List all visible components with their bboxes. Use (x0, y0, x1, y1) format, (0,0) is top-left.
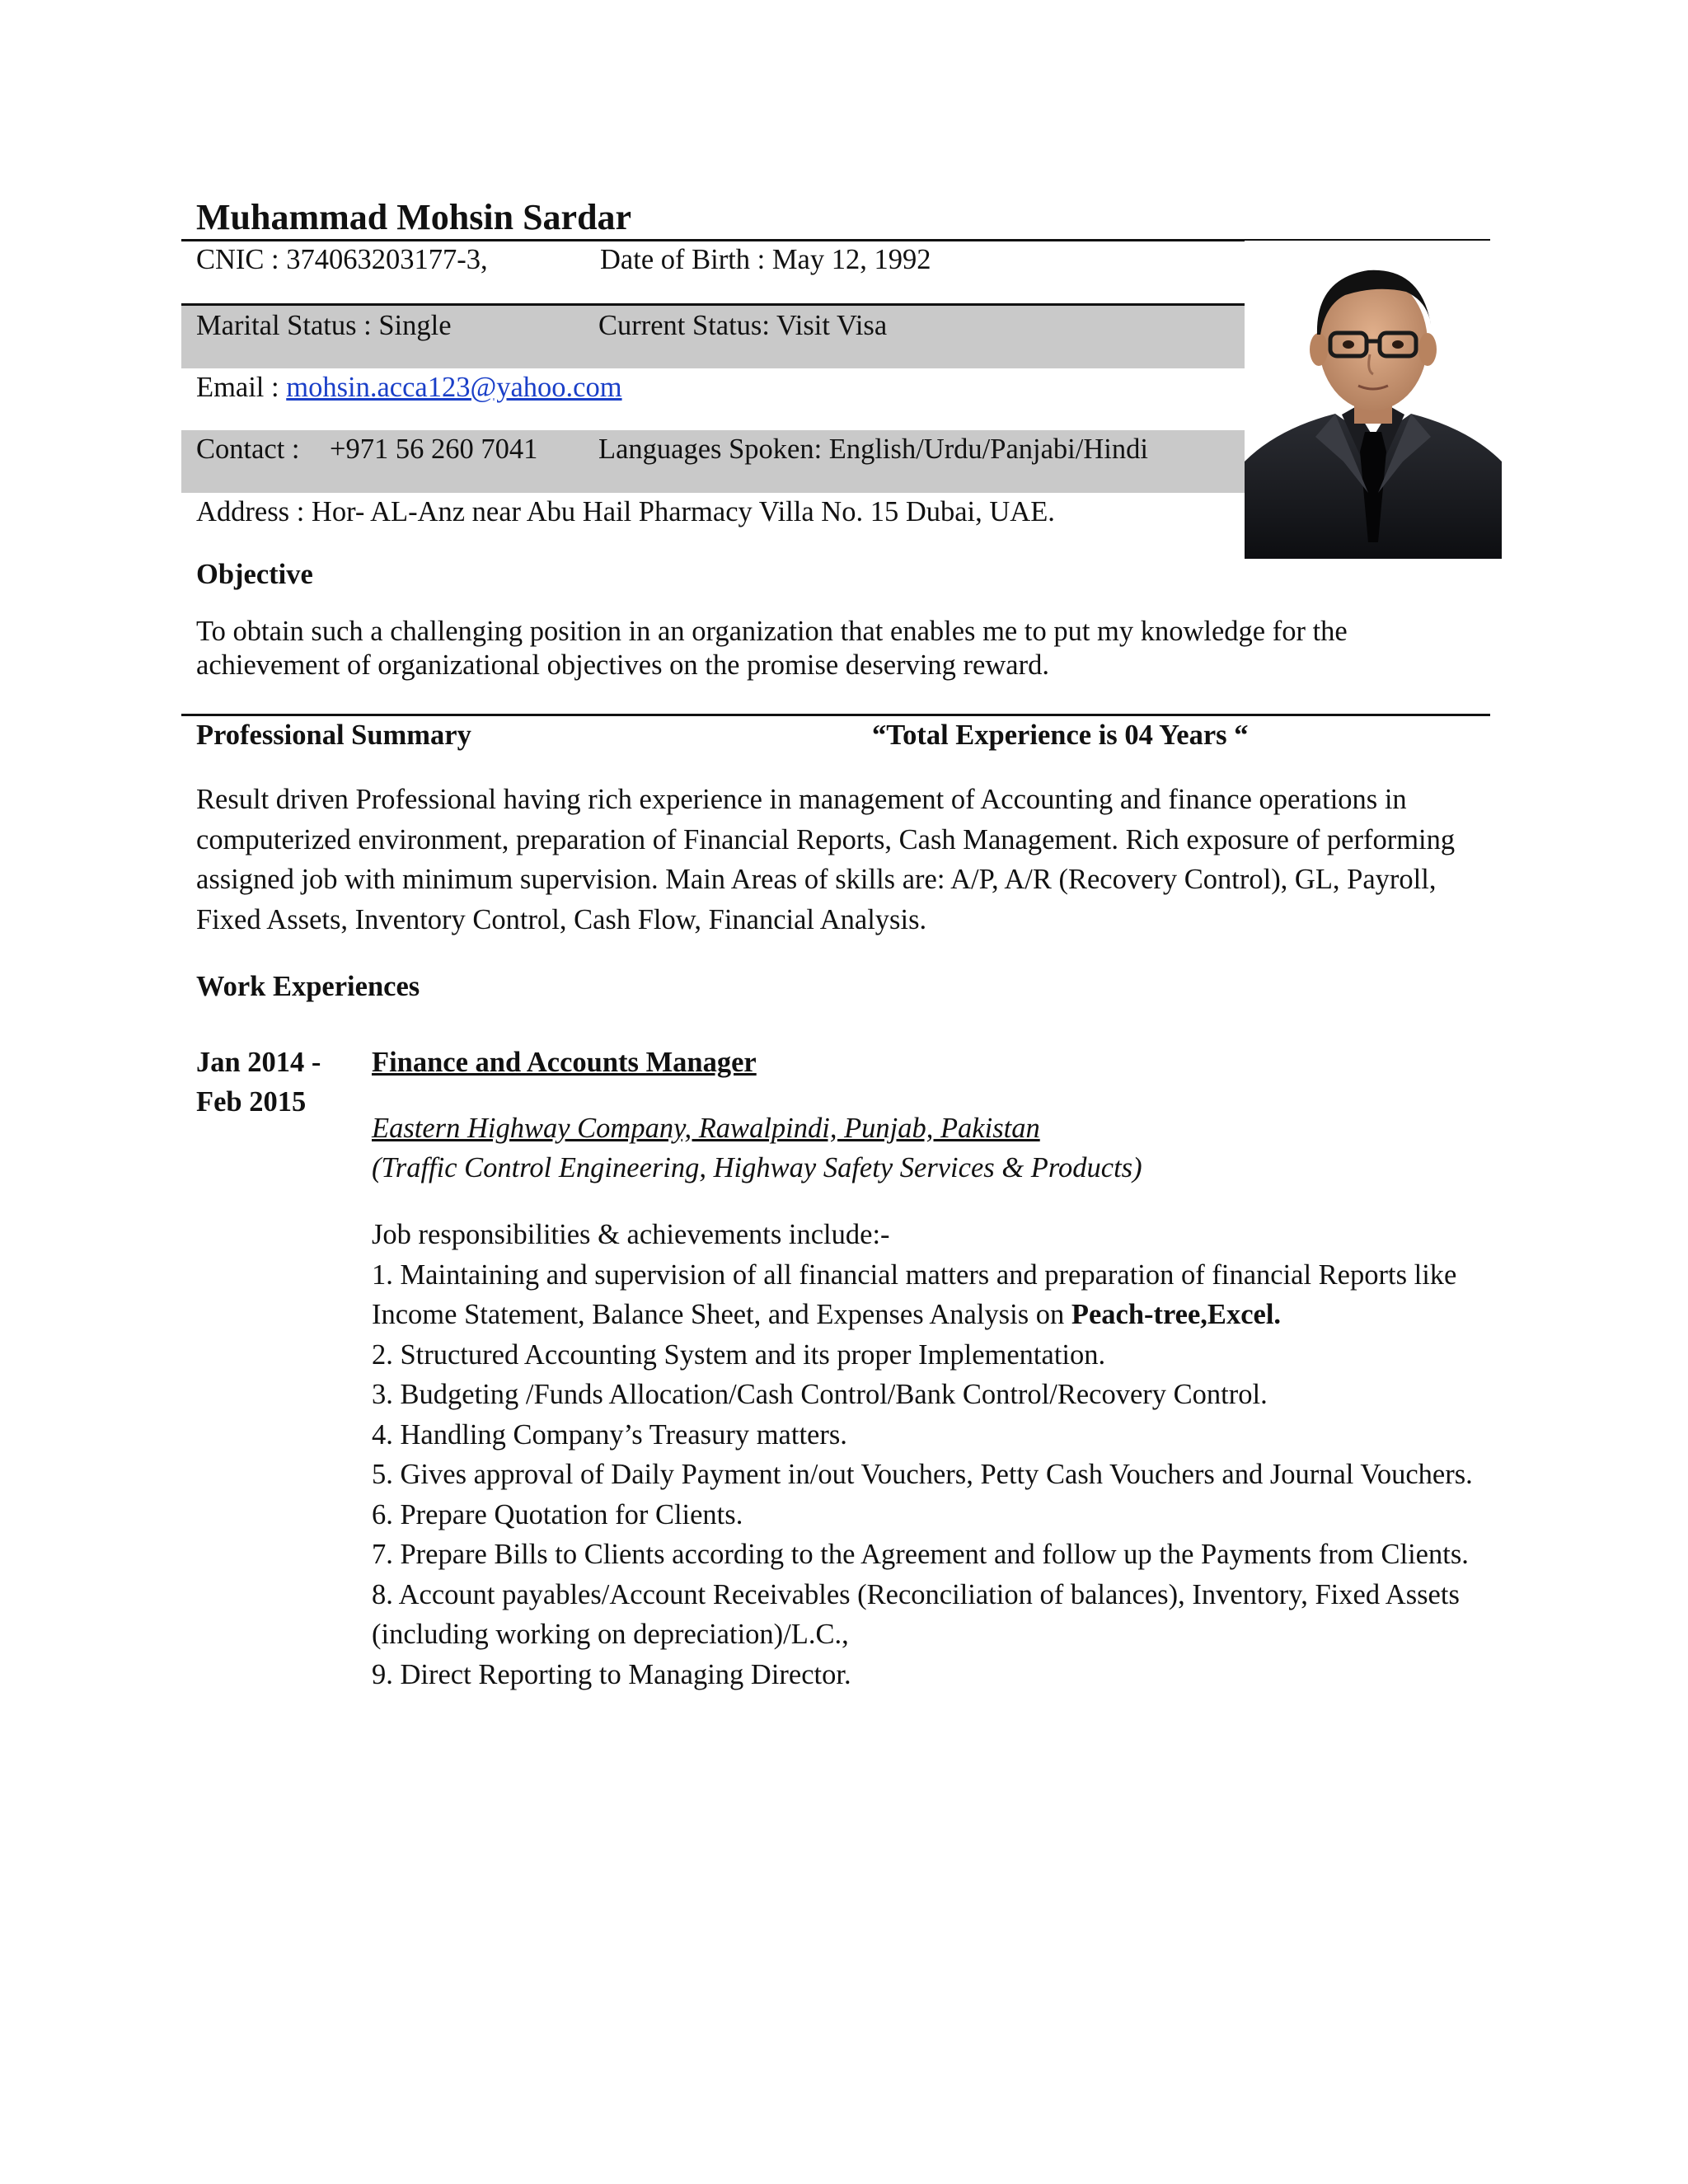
email-row (196, 373, 622, 402)
list-item: 4. Handling Company’s Treasury matters. (372, 1418, 847, 1451)
objective-heading: Objective (196, 559, 313, 590)
list-item: 9. Direct Reporting to Managing Director. (372, 1658, 851, 1690)
contact-label: Contact : (196, 434, 300, 465)
responsibilities-intro: Job responsibilities & achievements include:- (372, 1219, 890, 1250)
list-item: 3. Budgeting /Funds Allocation/Cash Control/Bank Control/Recovery Control. (372, 1379, 1268, 1410)
list-item: 5. Gives approval of Daily Payment in/out Vouchers, Petty Cash Vouchers and Journal Vouchers. (372, 1459, 1473, 1490)
job-title: Finance and Accounts Manager (372, 1047, 757, 1078)
email-link[interactable]: mohsin.acca123@yahoo.com (286, 372, 622, 403)
list-item: 6. Prepare Quotation for Clients. (372, 1498, 743, 1530)
contact-number: +971 56 260 7041 (330, 434, 538, 465)
list-item-text: 1. Maintaining and supervision of all financial matters and preparation of financial Reports like Income Statement, Balance Sheet, and Expenses Analysis on (372, 1258, 1457, 1330)
email-label: Email : (196, 372, 279, 403)
software-names: Peach-tree,Excel. (1071, 1299, 1282, 1330)
company-field: (Traffic Control Engineering, Highway Safety Services & Products) (372, 1152, 1142, 1183)
summary-text: Result driven Professional having rich experience in management of Accounting and finance operations in computerized environment, preparation of Financial Reports, Cash Management. Rich exposure of performing assigned job with minimum supervision. Main Areas of skills are: A/P, A/R (Recovery Control), GL, Payroll, Fixed Assets, Inventory Control, Cash Flow, Financial Analysis. (196, 784, 1456, 935)
work-date-start: Jan 2014 - (196, 1047, 321, 1078)
summary-rule (181, 714, 1490, 716)
current-status: Current Status: Visit Visa (598, 310, 888, 341)
list-item (372, 1255, 1480, 1335)
languages-spoken: Languages Spoken: English/Urdu/Panjabi/Hindi (598, 434, 1148, 465)
list-item: 7. Prepare Bills to Clients according to the Agreement and follow up the Payments from Clients. (372, 1539, 1469, 1570)
address-text: Address : Hor- AL-Anz near Abu Hail Pharmacy Villa No. 15 Dubai, UAE. (196, 496, 1055, 527)
summary-heading: Professional Summary (196, 719, 471, 751)
cnic-text: CNIC : 374063203177-3, (196, 244, 488, 275)
responsibilities-list (372, 1215, 1480, 1694)
header-rule (181, 239, 1245, 241)
list-item: 2. Structured Accounting System and its proper Implementation. (372, 1338, 1106, 1371)
dob-text: Date of Birth : May 12, 1992 (600, 244, 931, 275)
total-experience: “Total Experience is 04 Years “ (872, 719, 1249, 751)
header-rule-right (1245, 239, 1490, 241)
profile-photo (1245, 246, 1502, 559)
marital-status: Marital Status : Single (196, 310, 452, 341)
objective-text: To obtain such a challenging position in an organization that enables me to put my knowledge for the achievement of organizational objectives on the promise deserving reward. (196, 616, 1348, 681)
work-date-end: Feb 2015 (196, 1086, 307, 1118)
list-item: 8. Account payables/Account Receivables (Reconciliation of balances), Inventory, Fixed Assets (including working on depreciation)/L.C., (372, 1578, 1460, 1650)
company-name: Eastern Highway Company, Rawalpindi, Punjab, Pakistan (372, 1113, 1040, 1144)
candidate-name: Muhammad Mohsin Sardar (196, 197, 632, 237)
work-heading: Work Experiences (196, 971, 420, 1002)
